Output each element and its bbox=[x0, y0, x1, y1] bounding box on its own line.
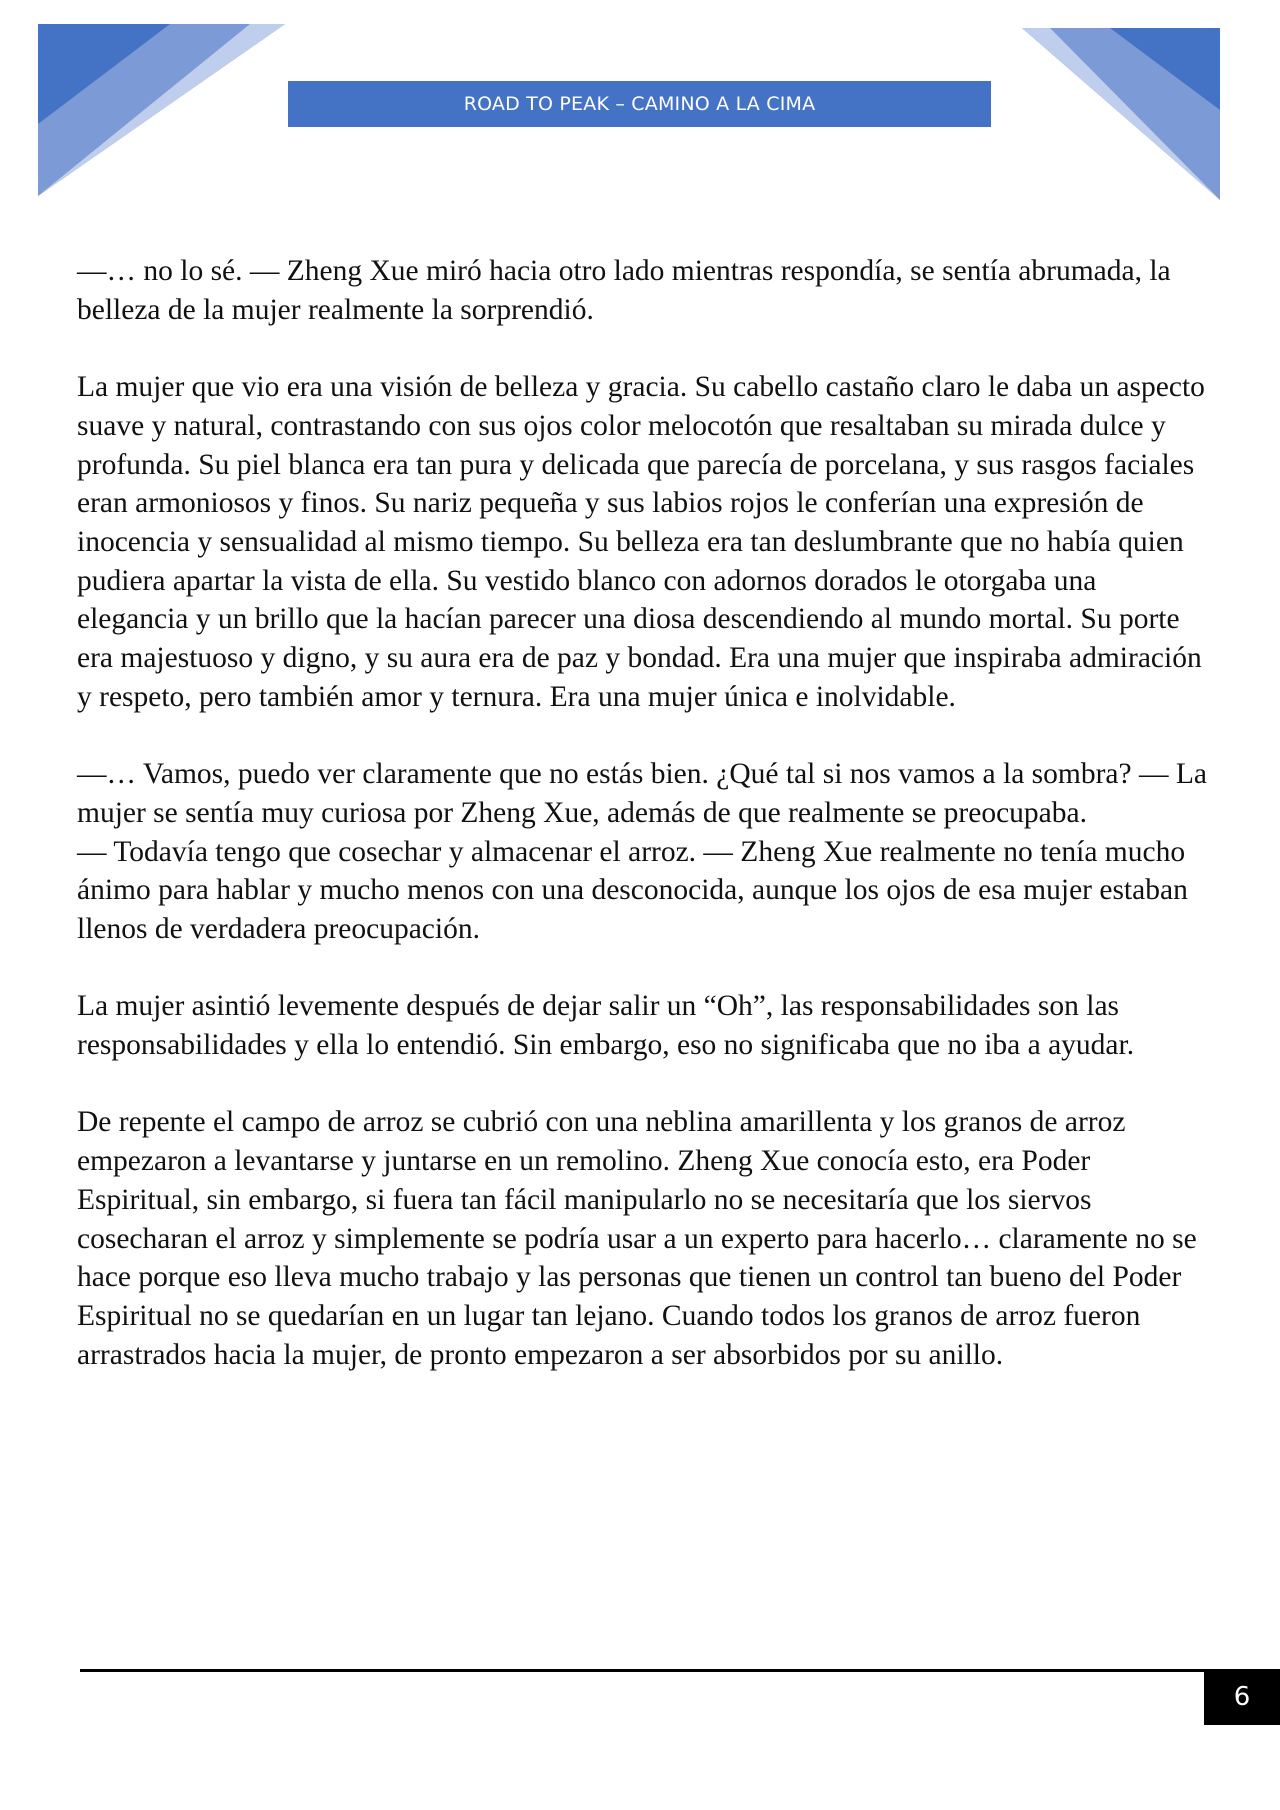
paragraph: La mujer que vio era una visión de belleza y gracia. Su cabello castaño claro le daba un aspecto suave y natural, contrastando con sus ojos color melocotón que resaltaban su mirada dulce y profunda. Su piel blanca era tan pura y delicada que parecía de porcelana, y sus rasgos faciales eran armoniosos y finos. Su nariz pequeña y sus labios rojos le conferían una expresión de inocencia y sensualidad al mismo tiempo. Su belleza era tan deslumbrante que no había quien pudiera apartar la vista de ella. Su vestido blanco con adornos dorados le otorgaba una elegancia y un brillo que la hacían parecer una diosa descendiendo al mundo mortal. Su porte era majestuoso y digno, y su aura era de paz y bondad. Era una mujer que inspiraba admiración y respeto, pero también amor y ternura. Era una mujer única e inolvidable. bbox=[77, 371, 1205, 713]
paragraph: La mujer asintió levemente después de dejar salir un “Oh”, las responsabilidades son las responsabilidades y ella lo entendió. Sin embargo, eso no significaba que no iba a ayudar. bbox=[77, 990, 1135, 1062]
header-corner-decoration-right bbox=[980, 0, 1280, 210]
footer-rule bbox=[80, 1669, 1204, 1672]
document-title: ROAD TO PEAK – CAMINO A LA CIMA bbox=[463, 93, 816, 115]
paragraph: De repente el campo de arroz se cubrió con una neblina amarillenta y los granos de arroz empezaron a levantarse y juntarse en un remolino. Zheng Xue conocía esto, era Poder Espiritual, sin embargo, si fuera tan fácil manipularlo no se necesitaría que los siervos cosecharan el arroz y simplemente se podría usar a un experto para hacerlo… claramente no se hace porque eso lleva mucho trabajo y las personas que tienen un control tan bueno del Poder Espiritual no se quedarían en un lugar tan lejano. Cuando todos los granos de arroz fueron arrastrados hacia la mujer, de pronto empezaron a ser absorbidos por su anillo. bbox=[77, 1106, 1197, 1371]
header-title-band bbox=[288, 81, 991, 127]
header-corner-decoration-left bbox=[0, 0, 300, 200]
page-body bbox=[77, 252, 1207, 1374]
paragraph: — Todavía tengo que cosechar y almacenar el arroz. — Zheng Xue realmente no tenía mucho ánimo para hablar y mucho menos con una desconocida, aunque los ojos de esa mujer estaban llenos de verdadera preocupación. bbox=[77, 835, 1188, 945]
page-number-box bbox=[1204, 1669, 1280, 1725]
paragraph: —… Vamos, puedo ver claramente que no estás bien. ¿Qué tal si nos vamos a la sombra? — La mujer se sentía muy curiosa por Zheng Xue, además de que realmente se preocupaba. bbox=[77, 758, 1207, 829]
page-number: 6 bbox=[1233, 1682, 1251, 1712]
paragraph: —… no lo sé. — Zheng Xue miró hacia otro lado mientras respondía, se sentía abrumada, la belleza de la mujer realmente la sorprendió. bbox=[77, 255, 1171, 326]
